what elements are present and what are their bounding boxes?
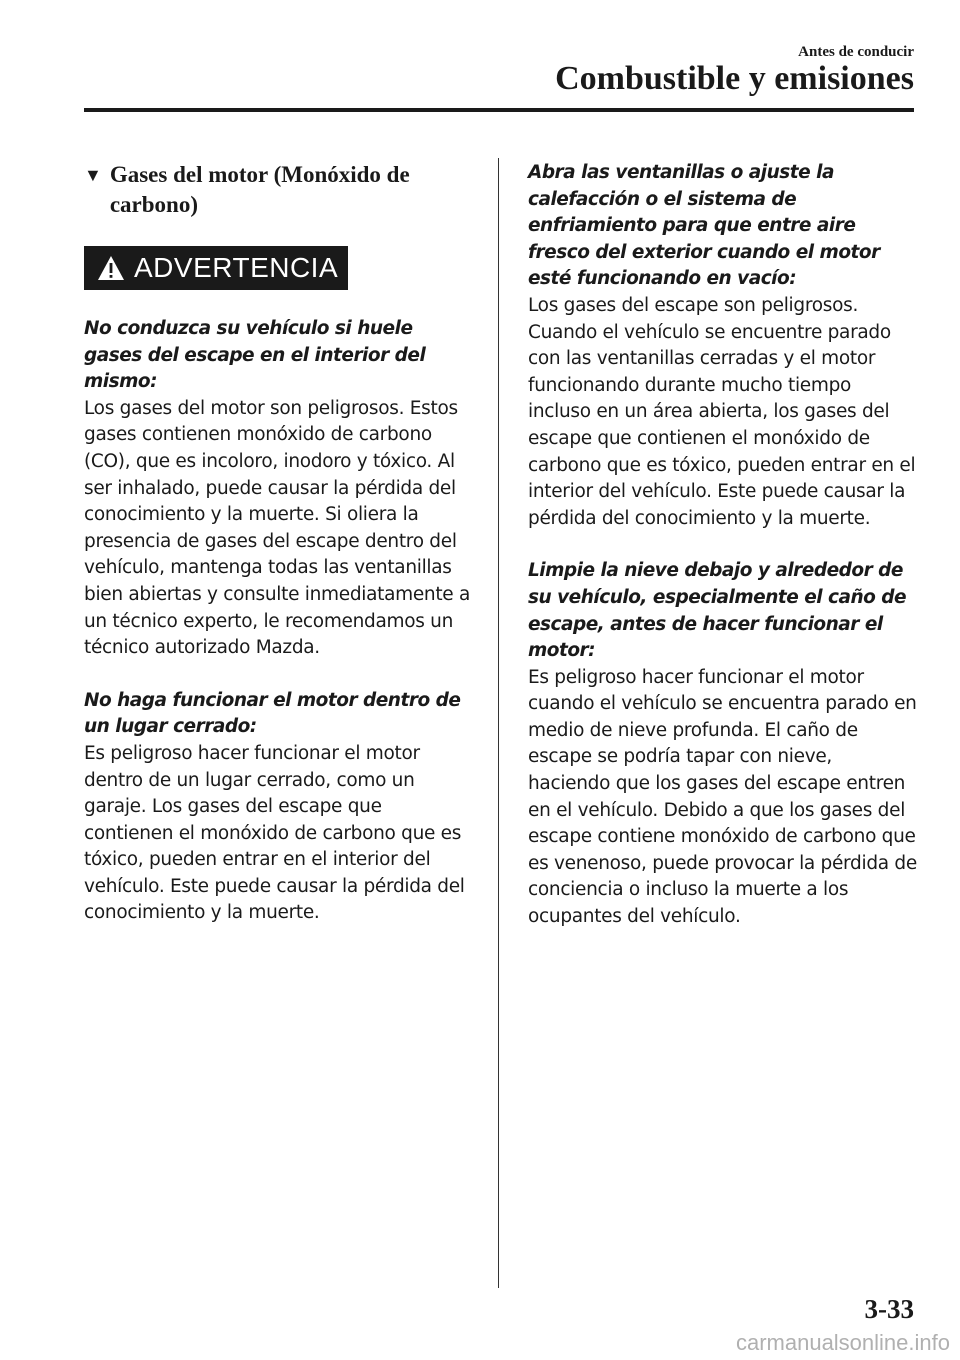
page-number: 3-33 [864,1294,914,1324]
warning-triangle-icon [96,254,126,282]
warning-paragraph [528,160,918,532]
paragraph-title: No haga funcionar el motor dentro de un lugar cerrado: [84,689,461,738]
header-section-label: Antes de conducir [798,44,914,60]
paragraph-title: No conduzca su vehículo si huele gases del escape en el interior del mismo: [84,318,426,393]
section-heading [84,160,470,220]
warning-banner [84,246,348,290]
right-column [528,160,918,957]
triangle-marker-icon: ▼ [84,165,102,185]
paragraph-body: Los gases del escape son peligrosos. Cuando el vehículo se encuentre parado con las ventanillas cerradas y el motor funcionando durante mucho tiempo incluso en un área abierta, los gases del escape que contienen el monóxido de carbono que es tóxico, pueden entrar en el interior del vehículo. Este puede causar la pérdida del conocimiento y la muerte. [528,294,916,529]
section-heading-text: Gases del motor (Monóxido de carbono) [109,162,410,217]
header-rule [84,108,914,112]
warning-paragraph [84,316,470,662]
paragraph-body: Los gases del motor son peligrosos. Estos gases contienen monóxido de carbono (CO), que es incoloro, inodoro y tóxico. Al ser inhalado, puede causar la pérdida del conocimiento y la muerte. Si oliera la presencia de gases del escape dentro del vehículo, mantenga todas las ventanillas bien abiertas y consulte inmediatamente a un técnico experto, le recomendamos un técnico autorizado Mazda. [84,397,471,659]
site-watermark: carmanualsonline.info [735,1330,950,1355]
left-column [84,160,470,953]
paragraph-body: Es peligroso hacer funcionar el motor dentro de un lugar cerrado, como un garaje. Los gases del escape que contienen el monóxido de carbono que es tóxico, pueden entrar en el interior del vehículo. Este puede causar la pérdida del conocimiento y la muerte. [84,742,465,924]
paragraph-title: Abra las ventanillas o ajuste la calefacción o el sistema de enfriamiento para que entre aire fresco del exterior cuando el motor esté funcionando en vacío: [528,162,880,290]
page-title: Combustible y emisiones [555,60,914,97]
warning-paragraph [84,688,470,927]
warning-paragraph [528,558,918,930]
paragraph-body: Es peligroso hacer funcionar el motor cuando el vehículo se encuentra parado en medio de nieve profunda. El caño de escape se podría tapar con nieve, haciendo que los gases del escape entren en el vehículo. Debido a que los gases del escape contiene monóxido de carbono que es venenoso, puede provocar la pérdida de conciencia o incluso la muerte a los ocupantes del vehículo. [528,666,917,928]
paragraph-title: Limpie la nieve debajo y alrededor de su vehículo, especialmente el caño de escape, antes de hacer funcionar el motor: [528,560,907,662]
column-divider [498,158,499,1288]
warning-label: ADVERTENCIA [134,252,339,283]
